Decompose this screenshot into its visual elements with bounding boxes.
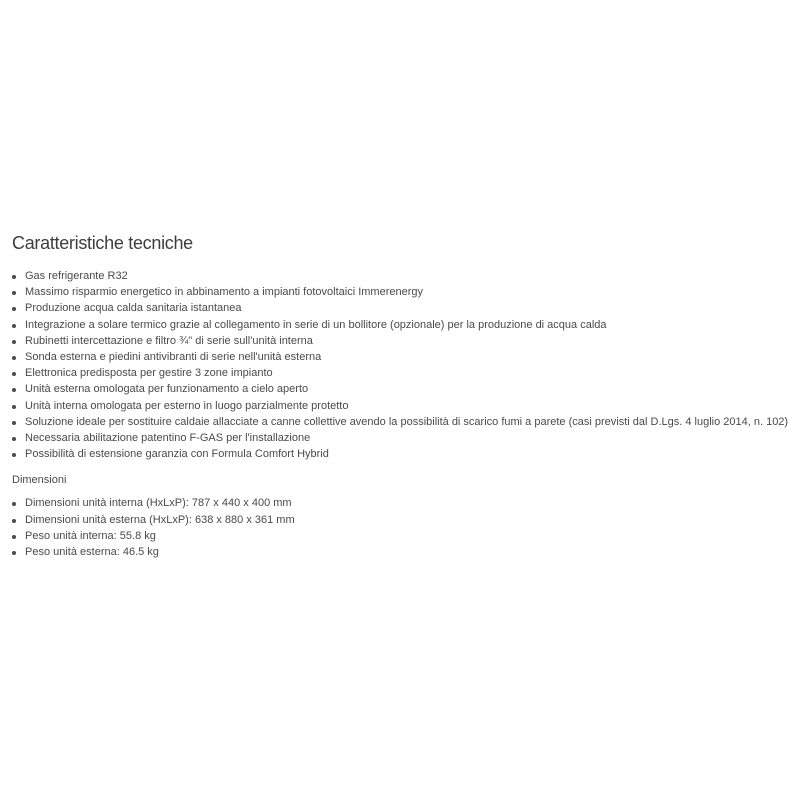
list-item: Soluzione ideale per sostituire caldaie allacciate a canne collettive avendo la possibilità di scarico fumi a parete (casi previsti dal D.Lgs. 4 luglio 2014, n. 102) [12, 414, 798, 430]
spec-section [12, 231, 798, 560]
list-item: Elettronica predisposta per gestire 3 zone impianto [12, 365, 798, 381]
list-item: Rubinetti intercettazione e filtro ¾" di serie sull'unità interna [12, 333, 798, 349]
list-item: Peso unità interna: 55.8 kg [12, 528, 798, 544]
list-item: Possibilità di estensione garanzia con Formula Comfort Hybrid [12, 446, 798, 462]
list-item: Necessaria abilitazione patentino F-GAS per l'installazione [12, 430, 798, 446]
list-item: Sonda esterna e piedini antivibranti di serie nell'unità esterna [12, 349, 798, 365]
list-item: Gas refrigerante R32 [12, 268, 798, 284]
list-item: Unità esterna omologata per funzionamento a cielo aperto [12, 381, 798, 397]
list-item: Dimensioni unità interna (HxLxP): 787 x 440 x 400 mm [12, 495, 798, 511]
dimensions-list [12, 495, 798, 560]
list-item: Peso unità esterna: 46.5 kg [12, 544, 798, 560]
list-item: Produzione acqua calda sanitaria istantanea [12, 300, 798, 316]
section-title: Caratteristiche tecniche [12, 233, 193, 253]
list-item: Unità interna omologata per esterno in luogo parzialmente protetto [12, 398, 798, 414]
features-list [12, 268, 798, 462]
list-item: Massimo risparmio energetico in abbinamento a impianti fotovoltaici Immerenergy [12, 284, 798, 300]
dimensions-label: Dimensioni [12, 474, 67, 487]
list-item: Dimensioni unità esterna (HxLxP): 638 x 880 x 361 mm [12, 512, 798, 528]
list-item: Integrazione a solare termico grazie al collegamento in serie di un bollitore (opzionale) per la produzione di acqua calda [12, 317, 798, 333]
